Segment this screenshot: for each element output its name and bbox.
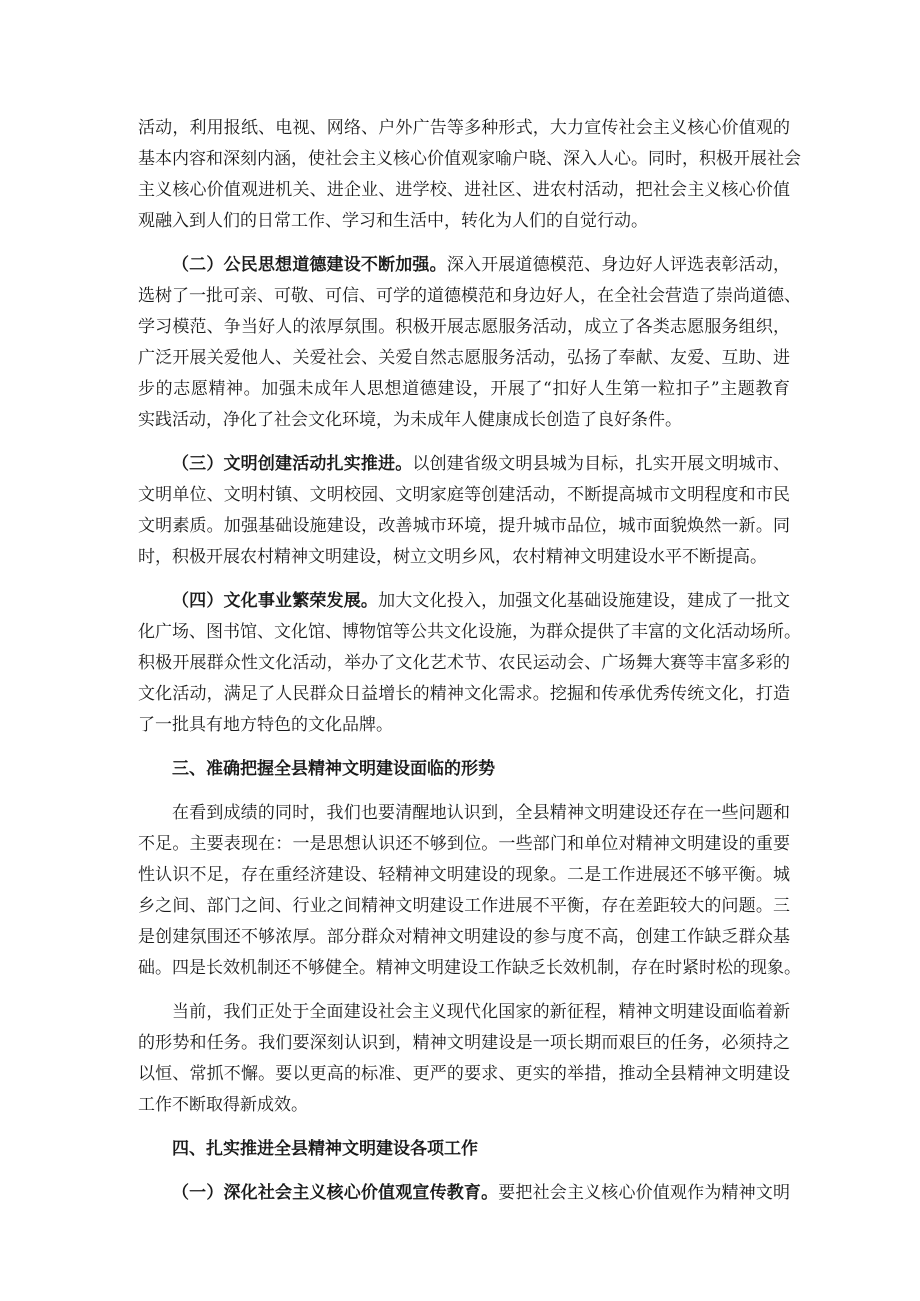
text-line: 在看到成绩的同时，我们也要清醒地认识到，全县精神文明建设还存在一些问题和 (172, 803, 790, 823)
text-line (138, 1178, 790, 1209)
section-heading: 三、准确把握全县精神文明建设面临的形势 (172, 759, 495, 779)
text-line-body: 要把社会主义核心价值观作为精神文明 (498, 1183, 791, 1203)
text-line: 化广场、图书馆、文化馆、博物馆等公共文化设施，为群众提供了丰富的文化活动场所。 (138, 622, 801, 642)
section-lead: （四）文化事业繁荣发展。 (172, 591, 379, 611)
paragraph-moral-building (138, 250, 801, 436)
section-lead: （二）公民思想道德建设不断加强。 (172, 255, 447, 275)
text-line: 工作不断取得新成效。 (138, 1095, 308, 1115)
text-line: 广泛开展关爱他人、关爱社会、关爱自然志愿服务活动，弘扬了奉献、友爱、互助、进 (138, 348, 790, 368)
paragraph-problems (138, 798, 801, 984)
text-line: 主义核心价值观进机关、进企业、进学校、进社区、进农村活动，把社会主义核心价值 (138, 180, 790, 200)
text-line: 性认识不足，存在重经济建设、轻精神文明建设的现象。二是工作进展还不够平衡。城 (138, 865, 790, 885)
text-line: 积极开展群众性文化活动，举办了文化艺术节、农民运动会、广场舞大赛等丰富多彩的 (138, 653, 790, 673)
text-line: 观融入到人们的日常工作、学习和生活中，转化为人们的自觉行动。 (138, 211, 648, 231)
text-line: 以恒、常抓不懈。要以更高的标准、更严的要求、更实的举措，推动全县精神文明建设 (138, 1064, 790, 1084)
text-line (138, 586, 790, 617)
text-line-body: 加大文化投入，加强文化基础设施建设，建成了一批文 (378, 591, 791, 611)
text-line: 基本内容和深刻内涵，使社会主义核心价值观家喻户晓、深入人心。同时，积极开展社会 (138, 149, 801, 169)
text-line: 时，积极开展农村精神文明建设，树立文明乡风，农村精神文明建设水平不断提高。 (138, 547, 767, 567)
paragraph-core-values-education (138, 1178, 790, 1209)
text-line: 础。四是长效机制还不够健全。精神文明建设工作缺乏长效机制，存在时紧时松的现象。 (138, 958, 801, 978)
text-line (138, 250, 790, 281)
paragraph-current-tasks (138, 997, 790, 1121)
text-line: 步的志愿精神。加强未成年人思想道德建设，开展了“扣好人生第一粒扣子”主题教育 (138, 379, 790, 399)
text-line: 当前，我们正处于全面建设社会主义现代化国家的新征程，精神文明建设面临着新 (172, 1002, 790, 1022)
text-line: 的形势和任务。我们要深刻认识到，精神文明建设是一项长期而艰巨的任务，必须持之 (138, 1033, 790, 1053)
document-page (138, 113, 801, 1222)
text-line: 文化活动，满足了人民群众日益增长的精神文化需求。挖掘和传承优秀传统文化，打造 (138, 684, 790, 704)
section-heading: 四、扎实推进全县精神文明建设各项工作 (172, 1139, 478, 1159)
section-heading-situation (138, 754, 790, 785)
text-line: 不足。主要表现在：一是思想认识还不够到位。一些部门和单位对精神文明建设的重要 (138, 834, 790, 854)
text-line-body: 以创建省级文明县城为目标，扎实开展文明城市、 (412, 454, 791, 474)
paragraph-civilization-creation (138, 449, 790, 573)
section-lead: （三）文明创建活动扎实推进。 (172, 454, 413, 474)
paragraph-core-values-publicity (138, 113, 801, 237)
text-line: 乡之间、部门之间、行业之间精神文明建设工作进展不平衡，存在差距较大的问题。三 (138, 896, 790, 916)
section-heading-work (138, 1134, 790, 1165)
text-line: 选树了一批可亲、可敬、可信、可学的道德模范和身边好人，在全社会营造了崇尚道德、 (138, 286, 801, 306)
text-line: 学习模范、争当好人的浓厚氛围。积极开展志愿服务活动，成立了各类志愿服务组织， (138, 317, 790, 337)
text-line: 了一批具有地方特色的文化品牌。 (138, 715, 393, 735)
text-line-body: 深入开展道德模范、身边好人评选表彰活动， (446, 255, 791, 275)
text-line: 实践活动，净化了社会文化环境，为未成年人健康成长创造了良好条件。 (138, 410, 682, 430)
text-line: 文明素质。加强基础设施建设，改善城市环境，提升城市品位，城市面貌焕然一新。同 (138, 516, 790, 536)
paragraph-cultural-development (138, 586, 801, 741)
text-line: 文明单位、文明村镇、文明校园、文明家庭等创建活动，不断提高城市文明程度和市民 (138, 485, 790, 505)
text-line (138, 449, 790, 480)
text-line: 活动，利用报纸、电视、网络、户外广告等多种形式，大力宣传社会主义核心价值观的 (138, 118, 790, 138)
text-line: 是创建氛围还不够浓厚。部分群众对精神文明建设的参与度不高，创建工作缺乏群众基 (138, 927, 790, 947)
section-lead: （一）深化社会主义核心价值观宣传教育。 (172, 1183, 499, 1203)
